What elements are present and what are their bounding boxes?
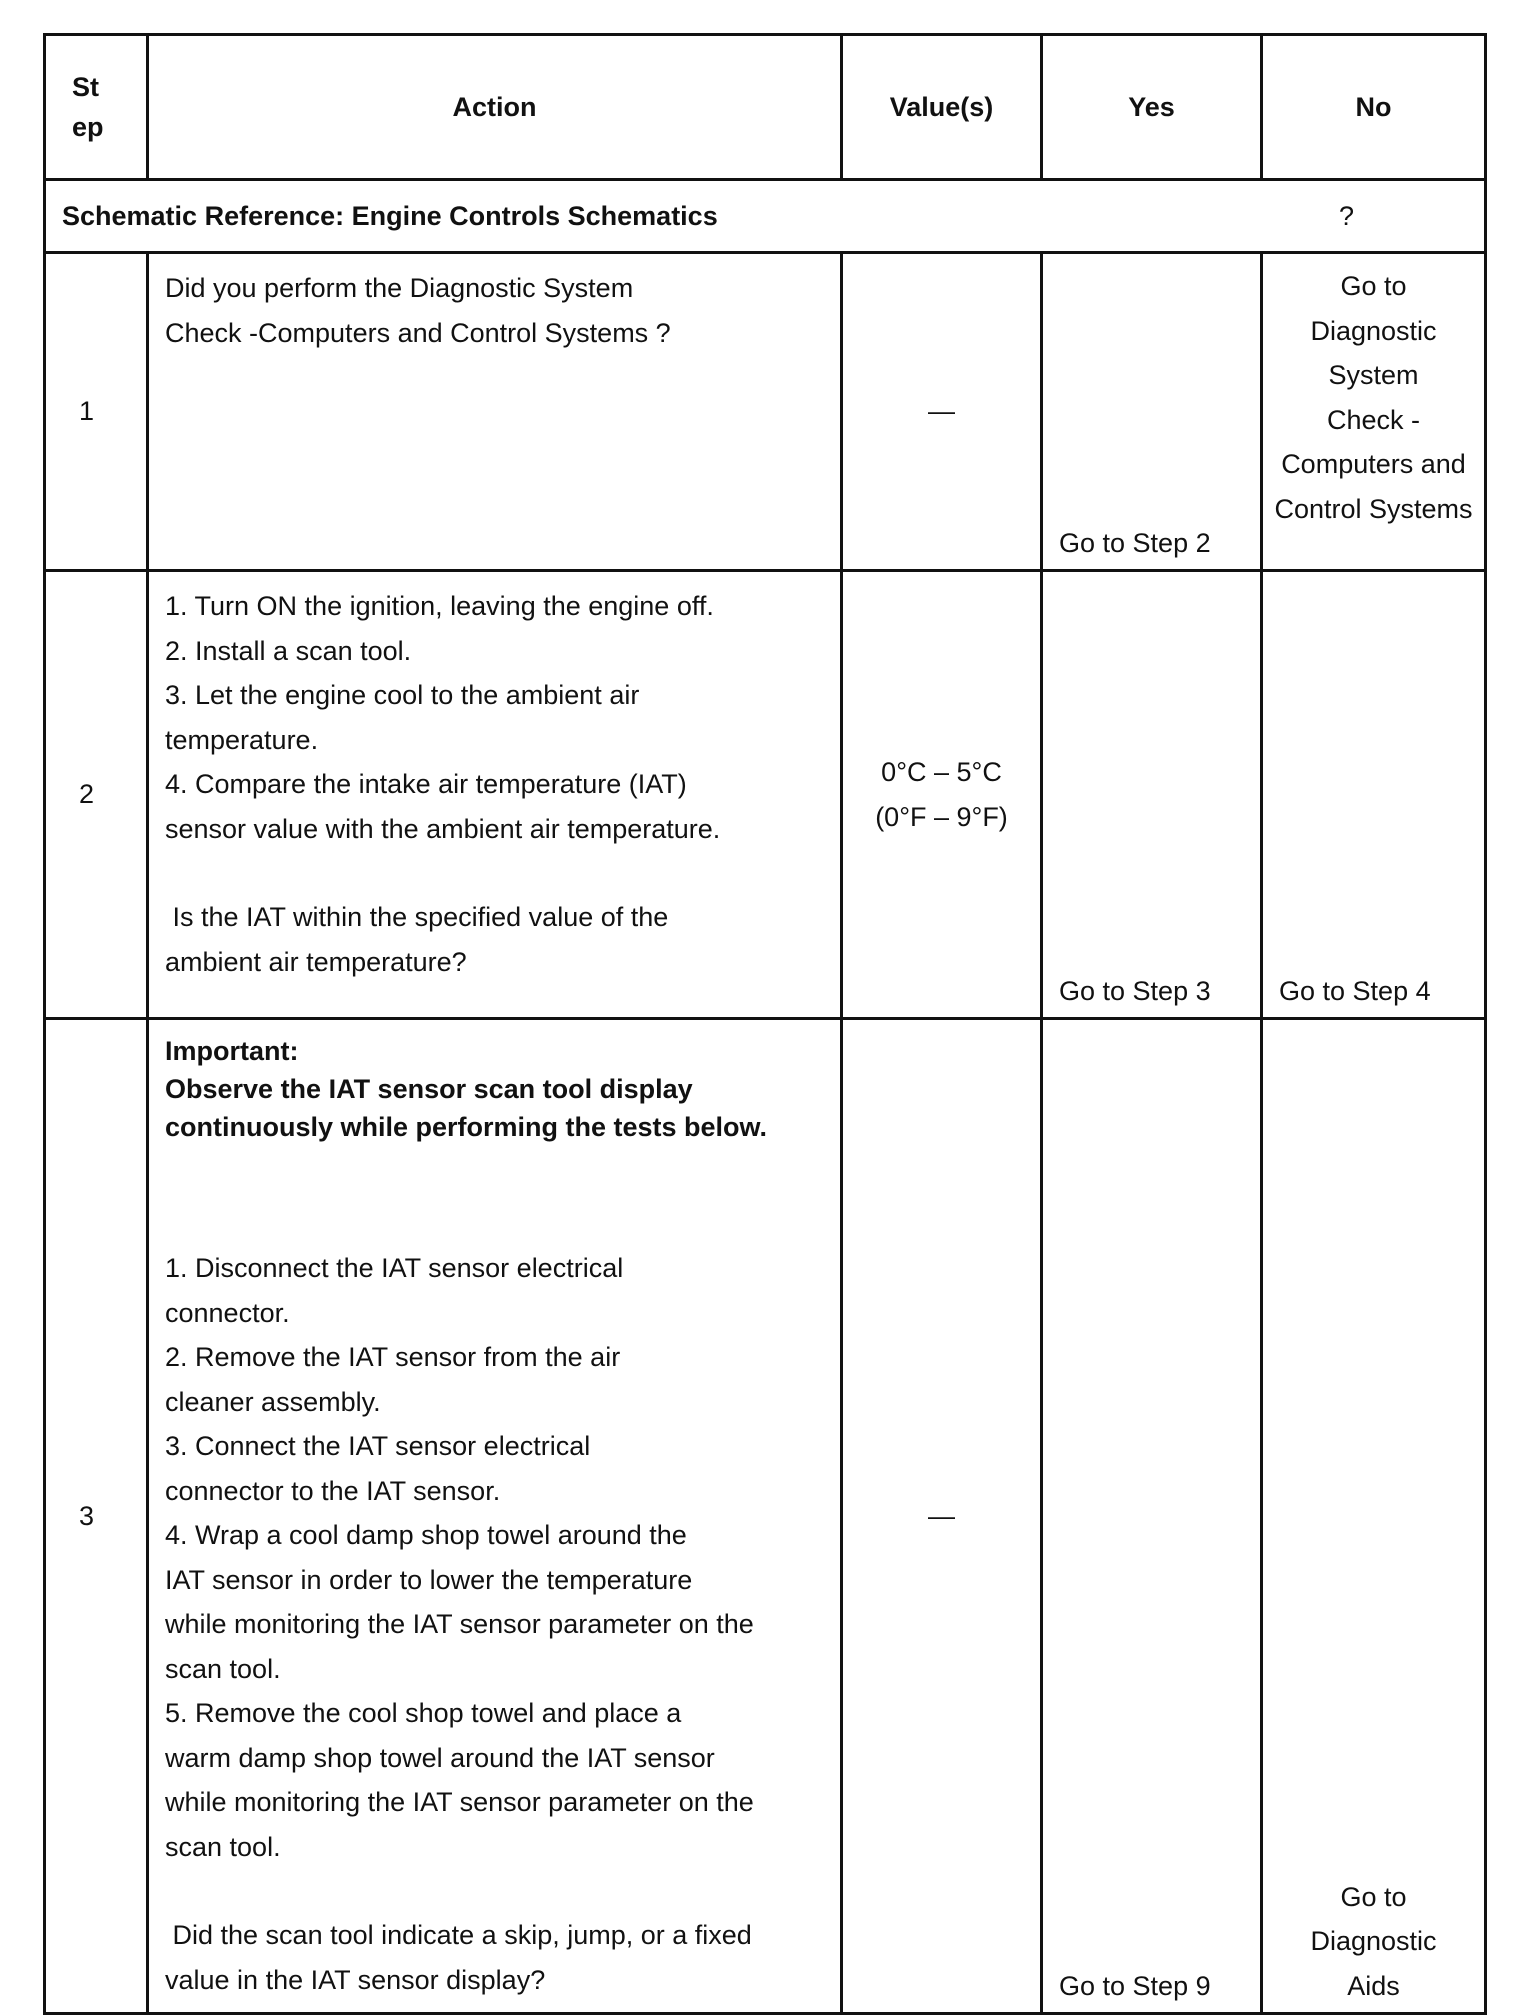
no-cell: Go to Diagnostic System Check - Computers and Control Systems [1262, 253, 1486, 571]
no-link: Go to Diagnostic Aids [1310, 1881, 1437, 2001]
step-number: 3 [45, 1019, 148, 2014]
header-action: Action [148, 35, 842, 180]
action-cell: Did you perform the Diagnostic System Check -Computers and Control Systems ? [148, 253, 842, 571]
yes-cell [1042, 571, 1262, 1019]
yes-link: Go to Step 3 [1059, 975, 1211, 1006]
value-cell: 0°C – 5°C (0°F – 9°F) [842, 571, 1042, 1019]
schematic-mark: ? [1338, 200, 1354, 231]
yes-link: Go to Step 2 [1059, 527, 1211, 558]
no-cell [1262, 1019, 1486, 2014]
schematic-reference: Schematic Reference: Engine Controls Schematics [62, 200, 718, 231]
diagnostic-table [43, 33, 1487, 2015]
value-cell: — [842, 1019, 1042, 2014]
header-row [45, 35, 1486, 180]
action-cell: Important: Observe the IAT sensor scan tool display continuously while performing the tests below. 1. Disconnect the IAT sensor electrical connector. 2. Remove the IAT sensor from the air cleaner assembly. 3. Connect the IAT sensor electrical connector to the IAT sensor. 4. Wrap a cool damp shop towel around the IAT sensor in order to lower the temperature while monitoring the IAT sensor parameter on the scan tool. 5. Remove the cool shop towel and place a warm damp shop towel around the IAT sensor while monitoring the IAT sensor parameter on the scan tool. Did the scan tool indicate a skip, jump, or a fixed value in the IAT sensor display? [148, 1019, 842, 2014]
header-yes: Yes [1042, 35, 1262, 180]
header-values: Value(s) [842, 35, 1042, 180]
table-row [45, 1019, 1486, 2014]
no-cell [1262, 571, 1486, 1019]
value-cell: — [842, 253, 1042, 571]
header-step: St ep [45, 35, 148, 180]
step-number: 1 [45, 253, 148, 571]
yes-cell [1042, 1019, 1262, 2014]
yes-link: Go to Step 9 [1059, 1970, 1211, 2001]
action-cell: 1. Turn ON the ignition, leaving the engine off. 2. Install a scan tool. 3. Let the engine cool to the ambient air temperature. 4. Compare the intake air temperature (IAT) sensor value with the ambient air temperature. Is the IAT within the specified value of the ambient air temperature? [148, 571, 842, 1019]
step-number: 2 [45, 571, 148, 1019]
header-no: No [1262, 35, 1486, 180]
important-label: Important: [165, 1036, 299, 1066]
yes-cell [1042, 253, 1262, 571]
no-link: Go to Step 4 [1279, 975, 1431, 1006]
schematic-row [45, 180, 1486, 253]
table-row [45, 571, 1486, 1019]
table-row [45, 253, 1486, 571]
